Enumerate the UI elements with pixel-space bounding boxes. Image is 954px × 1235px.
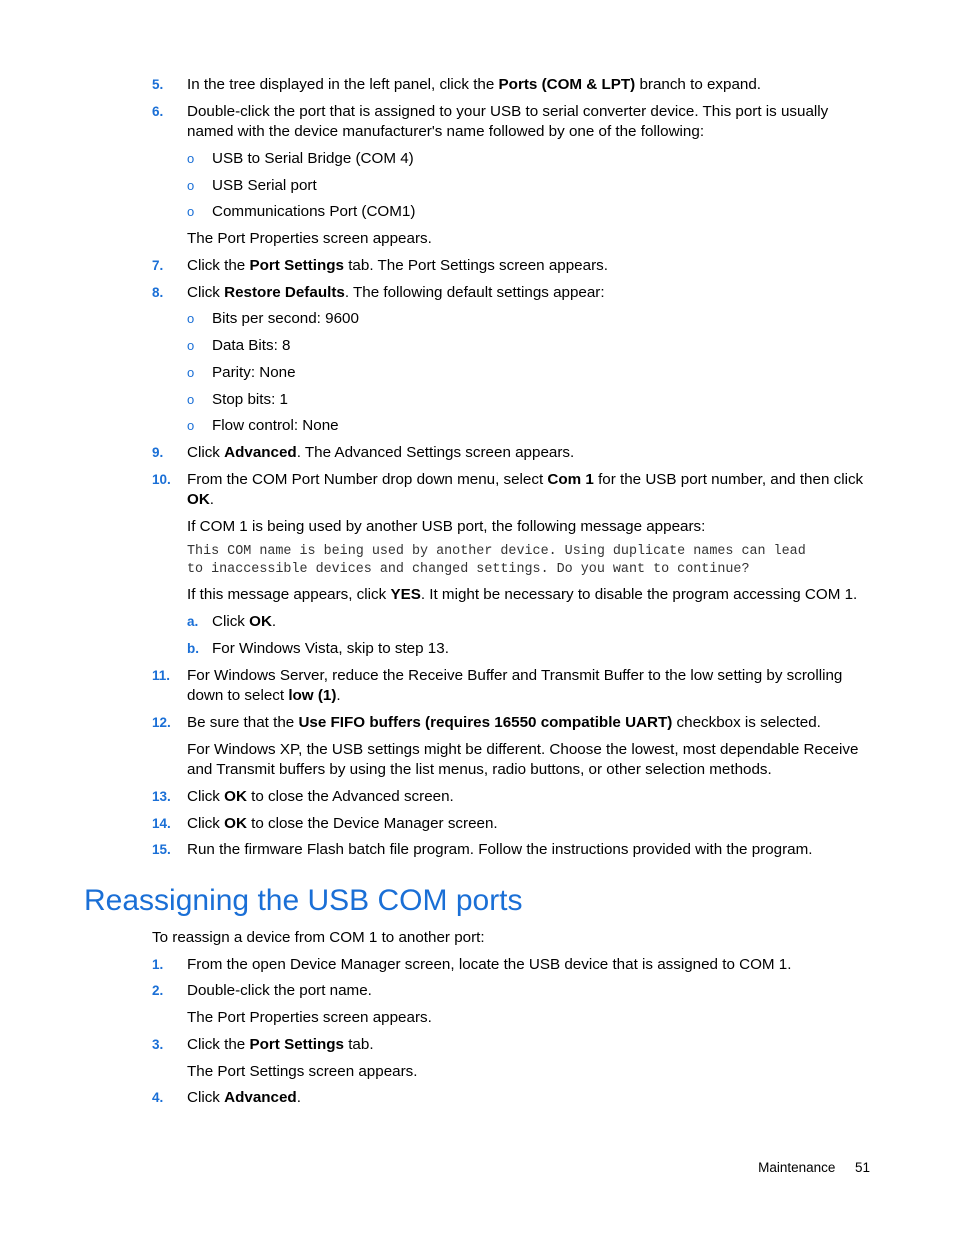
section-intro: To reassign a device from COM 1 to another port: — [152, 929, 485, 946]
bold-term: Port Settings — [249, 257, 344, 274]
text-run: tab. The Port Settings screen appears. — [343, 257, 608, 274]
text-run: . The Advanced Settings screen appears. — [296, 444, 575, 461]
text-run: Be sure that the — [187, 714, 299, 731]
step-number: 10. — [152, 472, 171, 487]
bullet-icon: o — [187, 392, 195, 407]
step-text — [187, 814, 877, 834]
bold-term: low (1) — [288, 687, 337, 704]
option-text: USB to Serial Bridge (COM 4) — [212, 150, 414, 167]
note-text: If COM 1 is being used by another USB port, the following message appears: — [187, 518, 706, 535]
bold-term: OK — [224, 788, 247, 805]
page-number: 51 — [854, 1160, 870, 1175]
footer-section: Maintenance — [758, 1160, 836, 1175]
note-text: The Port Properties screen appears. — [187, 230, 432, 247]
text-run: . — [296, 1089, 301, 1106]
step-text — [187, 1035, 877, 1055]
bold-term: Port Settings — [249, 1036, 344, 1053]
text-run: Click — [187, 444, 225, 461]
text-run: Click — [187, 1089, 225, 1106]
setting-text: Parity: None — [212, 364, 296, 381]
bullet-icon: o — [187, 178, 195, 193]
bullet-icon: o — [187, 418, 195, 433]
step-text — [187, 256, 877, 276]
code-line: to inaccessible devices and changed settings. Do you want to continue? — [187, 562, 750, 577]
step-number: 4. — [152, 1090, 164, 1105]
bold-term: Com 1 — [547, 471, 594, 488]
bold-term: YES — [390, 586, 421, 603]
note-text: The Port Settings screen appears. — [187, 1063, 418, 1080]
page-footer — [700, 1158, 870, 1178]
option-text: USB Serial port — [212, 177, 317, 194]
text-run: . The following default settings appear: — [344, 284, 605, 301]
step-number: 5. — [152, 77, 164, 92]
step-text: From the open Device Manager screen, locate the USB device that is assigned to COM 1. — [187, 956, 792, 973]
bold-term: Ports (COM & LPT) — [498, 76, 636, 93]
text-run: Click — [212, 613, 250, 630]
step-text — [187, 787, 877, 807]
text-run: In the tree displayed in the left panel, click the — [187, 76, 499, 93]
text-run: Click — [187, 788, 225, 805]
text-run: for the USB port number, and then click — [593, 471, 864, 488]
step-text — [187, 443, 877, 463]
note-text: The Port Properties screen appears. — [187, 1009, 432, 1026]
step-number: 7. — [152, 258, 164, 273]
step-text: Double-click the port name. — [187, 982, 372, 999]
text-run: . — [209, 491, 215, 508]
text-run: Click the — [187, 1036, 250, 1053]
setting-text: Bits per second: 9600 — [212, 310, 359, 327]
text-run: to close the Device Manager screen. — [246, 815, 498, 832]
bullet-icon: o — [187, 151, 195, 166]
step-number: 13. — [152, 789, 171, 804]
code-line: This COM name is being used by another device. Using duplicate names can lead — [187, 544, 806, 559]
step-number: 15. — [152, 842, 171, 857]
setting-text: Flow control: None — [212, 417, 339, 434]
bullet-icon: o — [187, 365, 195, 380]
text-run: From the COM Port Number drop down menu, select — [187, 471, 548, 488]
text-run: Click the — [187, 257, 250, 274]
step-number: 6. — [152, 104, 164, 119]
bullet-icon: o — [187, 338, 195, 353]
step-number: 2. — [152, 983, 164, 998]
note-text: For Windows XP, the USB settings might be different. Choose the lowest, most dependable Receive and Transmit buffers by using the list menus, radio buttons, or other selection methods. — [187, 741, 859, 778]
step-number: 1. — [152, 957, 164, 972]
step-number: 8. — [152, 285, 164, 300]
step-number: 3. — [152, 1037, 164, 1052]
bold-term: Use FIFO buffers (requires 16550 compatible UART) — [298, 714, 673, 731]
text-run: For Windows Server, reduce the Receive Buffer and Transmit Buffer to the low setting by scrolling down to select — [187, 667, 843, 704]
bold-term: OK — [249, 613, 272, 630]
step-number: 12. — [152, 715, 171, 730]
substep-letter: a. — [187, 614, 199, 629]
step-number: 14. — [152, 816, 171, 831]
text-run: to close the Advanced screen. — [246, 788, 454, 805]
bold-term: Restore Defaults — [224, 284, 345, 301]
text-run: If this message appears, click — [187, 586, 391, 603]
step-text — [187, 1088, 877, 1108]
option-text: Communications Port (COM1) — [212, 203, 416, 220]
step-text: Double-click the port that is assigned to your USB to serial converter device. This port is usually named with the device manufacturer's name followed by one of the following: — [187, 103, 829, 140]
bullet-icon: o — [187, 204, 195, 219]
text-run: . — [336, 687, 341, 704]
step-number: 9. — [152, 445, 164, 460]
text-run: tab. — [343, 1036, 374, 1053]
note-text — [187, 585, 877, 605]
text-run: . — [271, 613, 277, 630]
text-run: Click — [187, 284, 225, 301]
substep-text — [212, 612, 877, 632]
step-text — [187, 470, 877, 510]
bold-term: OK — [187, 491, 210, 508]
setting-text: Stop bits: 1 — [212, 391, 288, 408]
bold-term: Advanced — [224, 444, 297, 461]
text-run: Click — [187, 815, 225, 832]
step-text — [187, 666, 877, 706]
bullet-icon: o — [187, 311, 195, 326]
text-run: branch to expand. — [635, 76, 762, 93]
text-run: . It might be necessary to disable the program accessing COM 1. — [420, 586, 858, 603]
step-text: Run the firmware Flash batch file program. Follow the instructions provided with the program. — [187, 841, 813, 858]
section-heading: Reassigning the USB COM ports — [84, 884, 523, 917]
bold-term: OK — [224, 815, 247, 832]
step-text — [187, 75, 877, 95]
setting-text: Data Bits: 8 — [212, 337, 291, 354]
bold-term: Advanced — [224, 1089, 297, 1106]
substep-letter: b. — [187, 641, 199, 656]
text-run: checkbox is selected. — [672, 714, 821, 731]
substep-text: For Windows Vista, skip to step 13. — [212, 640, 449, 657]
step-number: 11. — [152, 668, 171, 683]
step-text — [187, 283, 877, 303]
step-text — [187, 713, 877, 733]
